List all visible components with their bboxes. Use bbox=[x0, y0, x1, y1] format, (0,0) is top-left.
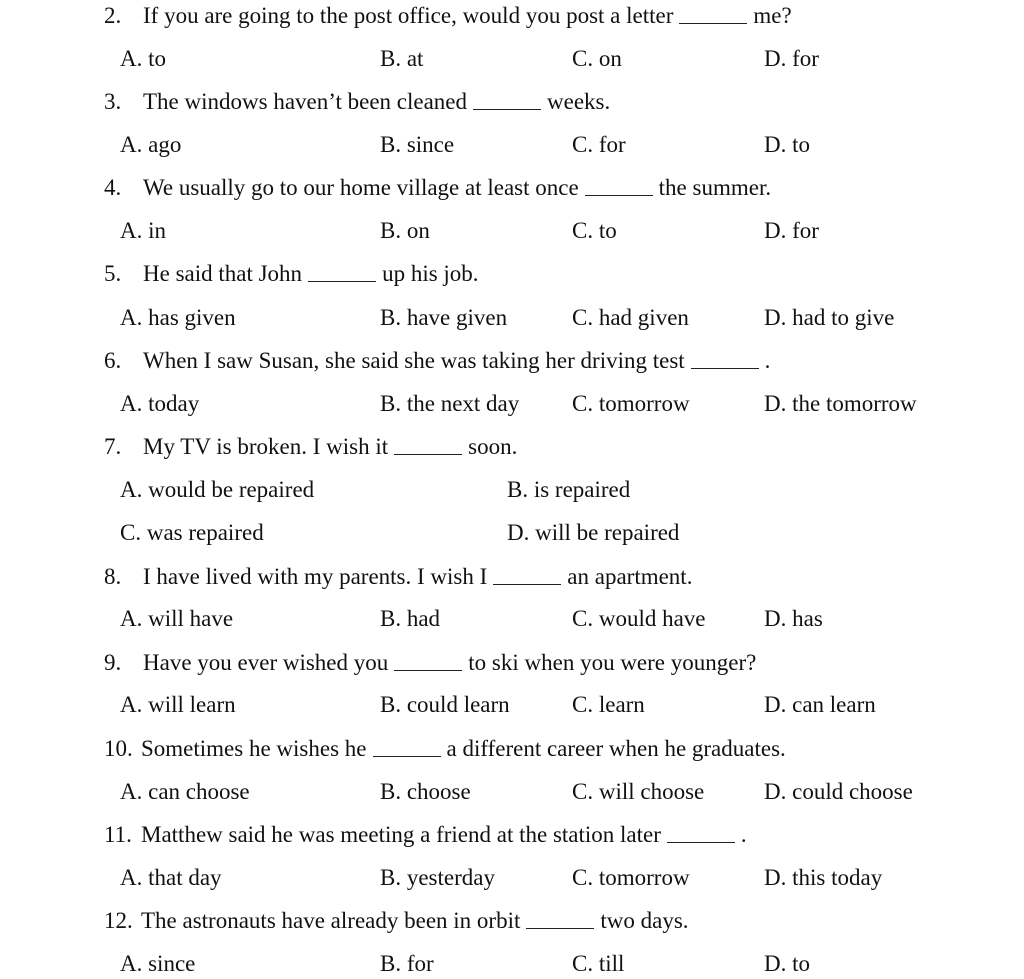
question-7 bbox=[104, 435, 517, 458]
question-stem-end: an apartment. bbox=[567, 564, 693, 589]
question-stem-end: me? bbox=[753, 3, 792, 28]
option-b: B. had bbox=[380, 606, 441, 631]
answer-blank bbox=[585, 194, 653, 196]
question-stem: The astronauts have already been in orbit bbox=[141, 908, 521, 933]
answer-blank bbox=[667, 841, 735, 843]
option-c: C. tomorrow bbox=[572, 865, 690, 890]
option-a: A. since bbox=[120, 951, 196, 976]
answer-blank bbox=[394, 669, 462, 671]
option-b: B. could learn bbox=[380, 692, 510, 717]
question-number: 7. bbox=[104, 434, 122, 459]
question-stem: I have lived with my parents. I wish I bbox=[143, 564, 488, 589]
question-stem-end: weeks. bbox=[547, 89, 611, 114]
question-number: 8. bbox=[104, 564, 122, 589]
option-d: D. has bbox=[764, 606, 823, 631]
option-b: B. at bbox=[380, 46, 424, 71]
question-number: 10. bbox=[104, 736, 133, 761]
option-c: C. for bbox=[572, 132, 626, 157]
option-d: D. this today bbox=[764, 865, 883, 890]
question-stem: Sometimes he wishes he bbox=[141, 736, 367, 761]
option-b: B. have given bbox=[380, 305, 508, 330]
question-number: 12. bbox=[104, 908, 133, 933]
option-a: A. has given bbox=[120, 305, 236, 330]
answer-blank bbox=[473, 108, 541, 110]
option-a: A. in bbox=[120, 218, 166, 243]
question-stem-end: . bbox=[740, 822, 747, 847]
option-c: C. would have bbox=[572, 606, 706, 631]
option-a: A. will learn bbox=[120, 692, 236, 717]
option-b: B. yesterday bbox=[380, 865, 495, 890]
option-a: A. would be repaired bbox=[120, 477, 315, 502]
question-stem-end: . bbox=[764, 348, 771, 373]
question-stem-end: a different career when he graduates. bbox=[446, 736, 786, 761]
question-number: 2. bbox=[104, 3, 122, 28]
option-a: A. that day bbox=[120, 865, 222, 890]
option-c: C. till bbox=[572, 951, 625, 976]
answer-blank bbox=[493, 583, 561, 585]
question-stem: We usually go to our home village at least once bbox=[143, 175, 579, 200]
answer-blank bbox=[679, 22, 747, 24]
question-stem: My TV is broken. I wish it bbox=[143, 434, 389, 459]
answer-blank bbox=[308, 280, 376, 282]
question-stem: Matthew said he was meeting a friend at the station later bbox=[141, 822, 661, 847]
option-c: C. tomorrow bbox=[572, 391, 690, 416]
option-a: A. ago bbox=[120, 132, 182, 157]
option-d: D. the tomorrow bbox=[764, 391, 917, 416]
option-c: C. will choose bbox=[572, 779, 705, 804]
option-a: A. today bbox=[120, 391, 200, 416]
question-number: 4. bbox=[104, 175, 122, 200]
option-b: B. for bbox=[380, 951, 434, 976]
question-stem: Have you ever wished you bbox=[143, 650, 389, 675]
question-5 bbox=[104, 262, 479, 285]
question-number: 3. bbox=[104, 89, 122, 114]
option-c: C. was repaired bbox=[120, 520, 264, 545]
question-6 bbox=[104, 349, 770, 372]
option-c: C. had given bbox=[572, 305, 689, 330]
option-d: D. for bbox=[764, 46, 819, 71]
question-9 bbox=[104, 651, 756, 674]
option-b: B. is repaired bbox=[507, 477, 631, 502]
question-number: 9. bbox=[104, 650, 122, 675]
option-c: C. to bbox=[572, 218, 617, 243]
option-b: B. on bbox=[380, 218, 430, 243]
question-12 bbox=[104, 909, 689, 932]
question-stem-end: up his job. bbox=[382, 261, 479, 286]
option-d: D. to bbox=[764, 951, 810, 976]
question-4 bbox=[104, 176, 771, 199]
question-10 bbox=[104, 737, 786, 760]
question-11 bbox=[104, 823, 747, 846]
option-a: A. will have bbox=[120, 606, 234, 631]
question-stem-end: the summer. bbox=[658, 175, 772, 200]
question-stem: If you are going to the post office, would you post a letter bbox=[143, 3, 674, 28]
option-d: D. could choose bbox=[764, 779, 913, 804]
answer-blank bbox=[394, 453, 462, 455]
option-a: A. to bbox=[120, 46, 166, 71]
answer-blank bbox=[373, 755, 441, 757]
question-stem: He said that John bbox=[143, 261, 303, 286]
question-number: 6. bbox=[104, 348, 122, 373]
question-stem-end: soon. bbox=[468, 434, 518, 459]
question-2 bbox=[104, 4, 792, 27]
option-c: C. learn bbox=[572, 692, 645, 717]
question-number: 5. bbox=[104, 261, 122, 286]
option-b: B. the next day bbox=[380, 391, 520, 416]
question-stem: The windows haven’t been cleaned bbox=[143, 89, 468, 114]
question-3 bbox=[104, 90, 610, 113]
answer-blank bbox=[526, 927, 594, 929]
option-d: D. had to give bbox=[764, 305, 895, 330]
question-stem-end: to ski when you were younger? bbox=[468, 650, 757, 675]
question-stem: When I saw Susan, she said she was taking her driving test bbox=[143, 348, 685, 373]
question-stem-end: two days. bbox=[600, 908, 689, 933]
option-d: D. to bbox=[764, 132, 810, 157]
question-8 bbox=[104, 565, 692, 588]
answer-blank bbox=[691, 367, 759, 369]
option-d: D. for bbox=[764, 218, 819, 243]
option-b: B. choose bbox=[380, 779, 471, 804]
option-c: C. on bbox=[572, 46, 622, 71]
option-d: D. will be repaired bbox=[507, 520, 680, 545]
question-number: 11. bbox=[104, 822, 132, 847]
option-b: B. since bbox=[380, 132, 455, 157]
option-d: D. can learn bbox=[764, 692, 876, 717]
option-a: A. can choose bbox=[120, 779, 250, 804]
